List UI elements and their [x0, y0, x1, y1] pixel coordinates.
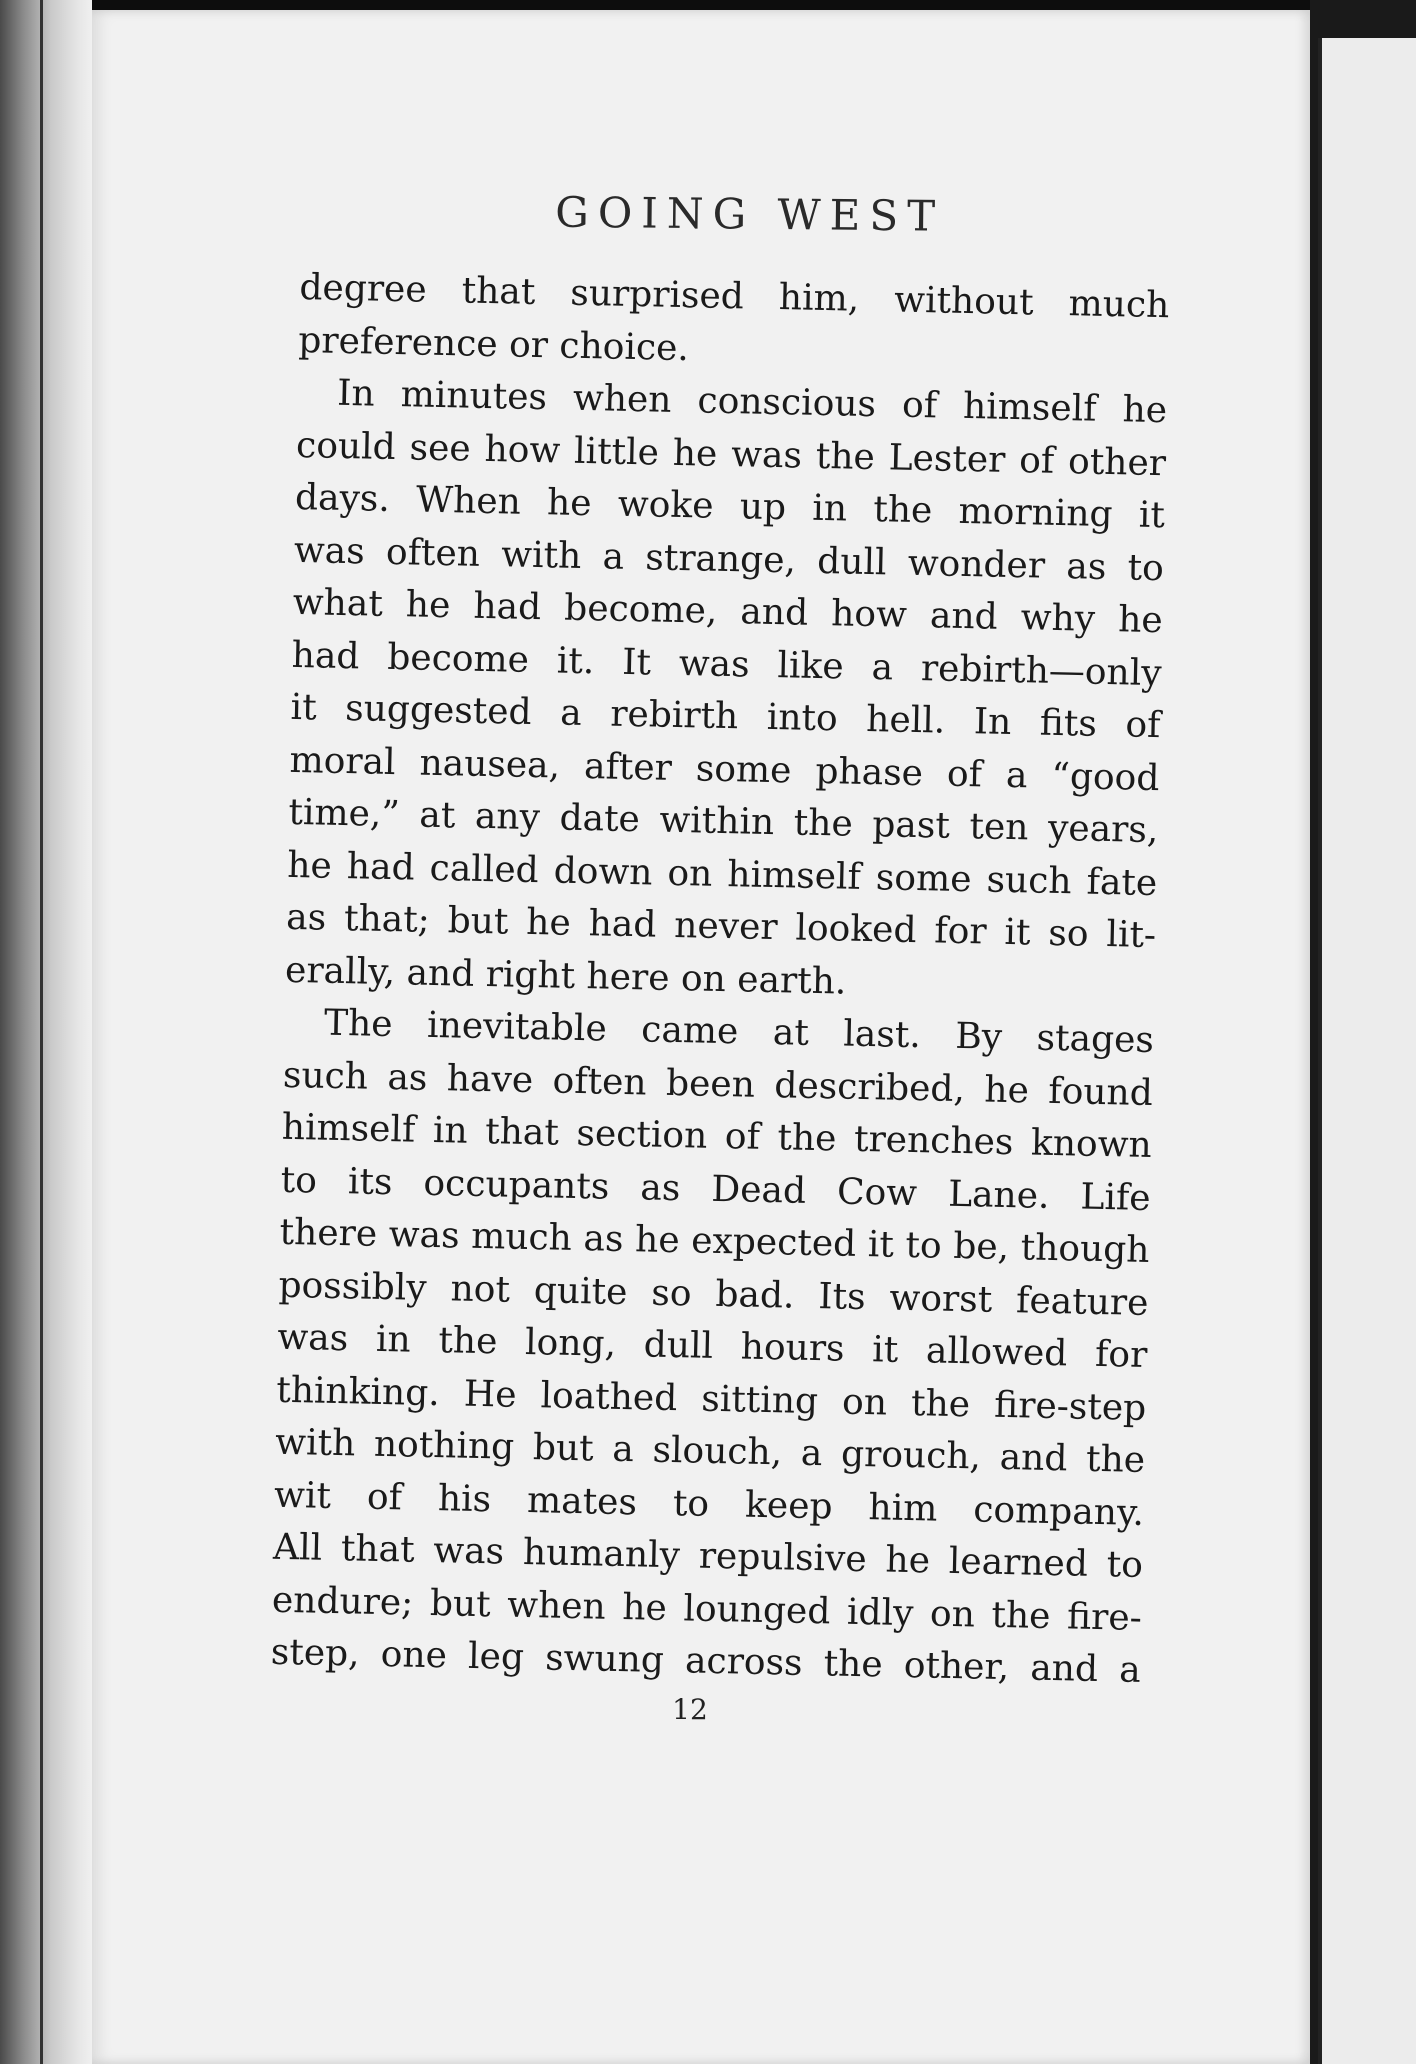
text-line: days. When he woke up in the morning it	[294, 476, 1166, 537]
text-line: possibly not quite so bad. Its worst feature	[278, 1264, 1149, 1324]
text-line: All that was humanly repulsive he learned to	[272, 1526, 1144, 1586]
text-line: he had called down on himself some such fate	[286, 844, 1158, 904]
text-line: In minutes when conscious of himself he	[336, 372, 1168, 432]
adjacent-page-edge	[1318, 38, 1416, 2064]
text-line: such as have often been described, he found	[282, 1054, 1154, 1114]
running-head: GOING WEST	[555, 187, 945, 241]
text-line: time,” at any date within the past ten years,	[288, 791, 1159, 852]
text-line: had become it. It was like a rebirth—only	[291, 634, 1163, 694]
text-line: could see how little he was the Lester of other	[295, 424, 1167, 484]
spine-line	[40, 0, 43, 2064]
body-text	[270, 262, 1169, 1697]
page-number: 12	[672, 1693, 708, 1726]
book-spine-edge	[0, 0, 92, 2064]
text-line: thinking. He loathed sitting on the fire-step	[275, 1369, 1147, 1429]
text-line: himself in that section of the trenches known	[281, 1106, 1153, 1167]
text-line: The inevitable came at last. By stages	[323, 1002, 1155, 1062]
text-line: to its occupants as Dead Cow Lane. Life	[280, 1159, 1152, 1219]
text-line: was often with a strange, dull wonder as to	[293, 529, 1165, 589]
text-line: what he had become, and how and why he	[292, 581, 1164, 642]
text-line: as that; but he had never looked for it so lit-	[285, 896, 1157, 957]
text-line: erally, and right here on earth.	[284, 949, 847, 1003]
text-line: endure; but when he lounged idly on the fire-	[271, 1579, 1143, 1639]
text-line: preference or choice.	[297, 319, 690, 369]
text-line: it suggested a rebirth into hell. In fits of	[290, 686, 1161, 747]
text-line: degree that surprised him, without much	[299, 266, 1170, 327]
adjacent-page-rule	[1318, 38, 1322, 2064]
text-line: step, one leg swung across the other, and a	[270, 1631, 1142, 1691]
text-line: with nothing but a slouch, a grouch, and the	[274, 1421, 1146, 1481]
text-line: there was much as he expected it to be, though	[279, 1211, 1150, 1272]
text-line: wit of his mates to keep him company.	[273, 1474, 1145, 1534]
text-line: was in the long, dull hours it allowed for	[277, 1316, 1148, 1376]
text-line: moral nausea, after some phase of a “good	[289, 739, 1160, 799]
